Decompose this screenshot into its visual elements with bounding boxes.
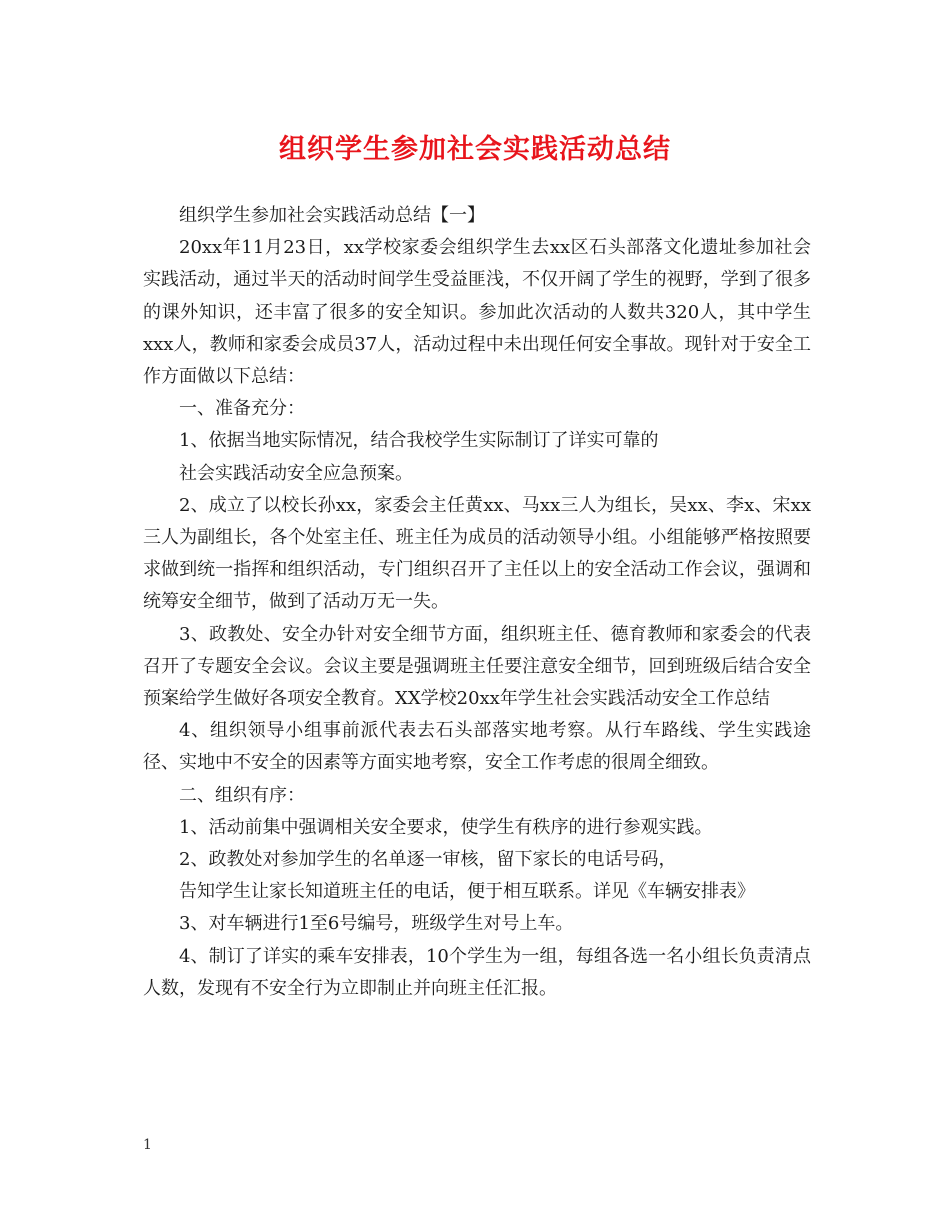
paragraph-item: 2、成立了以校长孙xx，家委会主任黄xx、马xx三人为组长，吴xx、李x、宋xx三人为副组长，各个处室主任、班主任为成员的活动领导小组。小组能够严格按照要求做到统一指挥和组织活动，专门组织召开了主任以上的安全活动工作会议，强调和统筹安全细节，做到了活动万无一失。: [143, 494, 811, 613]
paragraph-item: 3、对车辆进行1至6号编号，班级学生对号上车。: [179, 913, 574, 935]
paragraph-item: 2、政教处对参加学生的名单逐一审核，留下家长的电话号码，: [179, 849, 677, 871]
paragraph-item: 社会实践活动安全应急预案。: [179, 462, 413, 484]
paragraph-item: 告知学生让家长知道班主任的电话，便于相互联系。详见《车辆安排表》: [179, 881, 755, 903]
paragraph-item: 1、依据当地实际情况，结合我校学生实际制订了详实可靠的: [179, 430, 659, 452]
paragraph-item: 3、政教处、安全办针对安全细节方面，组织班主任、德育教师和家委会的代表召开了专题安全会议。会议主要是强调班主任要注意安全细节，回到班级后结合安全预案给学生做好各项安全教育。XX学校20xx年学生社会实践活动安全工作总结: [143, 623, 811, 710]
document-body: [143, 200, 811, 1005]
paragraph-item: 4、制订了详实的乘车安排表，10个学生为一组，每组各选一名小组长负责清点人数，发现有不安全行为立即制止并向班主任汇报。: [143, 945, 811, 999]
section-heading-2: 二、组织有序：: [179, 784, 305, 806]
section-heading-1: 一、准备充分：: [179, 398, 305, 420]
paragraph-intro: 20xx年11月23日，xx学校家委会组织学生去xx区石头部落文化遗址参加社会实践活动，通过半天的活动时间学生受益匪浅，不仅开阔了学生的视野，学到了很多的课外知识，还丰富了很多的安全知识。参加此次活动的人数共320人，其中学生xxx人，教师和家委会成员37人，活动过程中未出现任何安全事故。现针对于安全工作方面做以下总结：: [143, 237, 811, 388]
paragraph-item: 1、活动前集中强调相关安全要求，使学生有秩序的进行参观实践。: [179, 816, 713, 838]
paragraph-item: 4、组织领导小组事前派代表去石头部落实地考察。从行车路线、学生实践途径、实地中不安全的因素等方面实地考察，安全工作考虑的很周全细致。: [143, 720, 811, 774]
paragraph-heading: 组织学生参加社会实践活动总结【一】: [179, 205, 485, 226]
document-title: 组织学生参加社会实践活动总结: [279, 134, 671, 165]
page-number: 1: [143, 1137, 152, 1153]
